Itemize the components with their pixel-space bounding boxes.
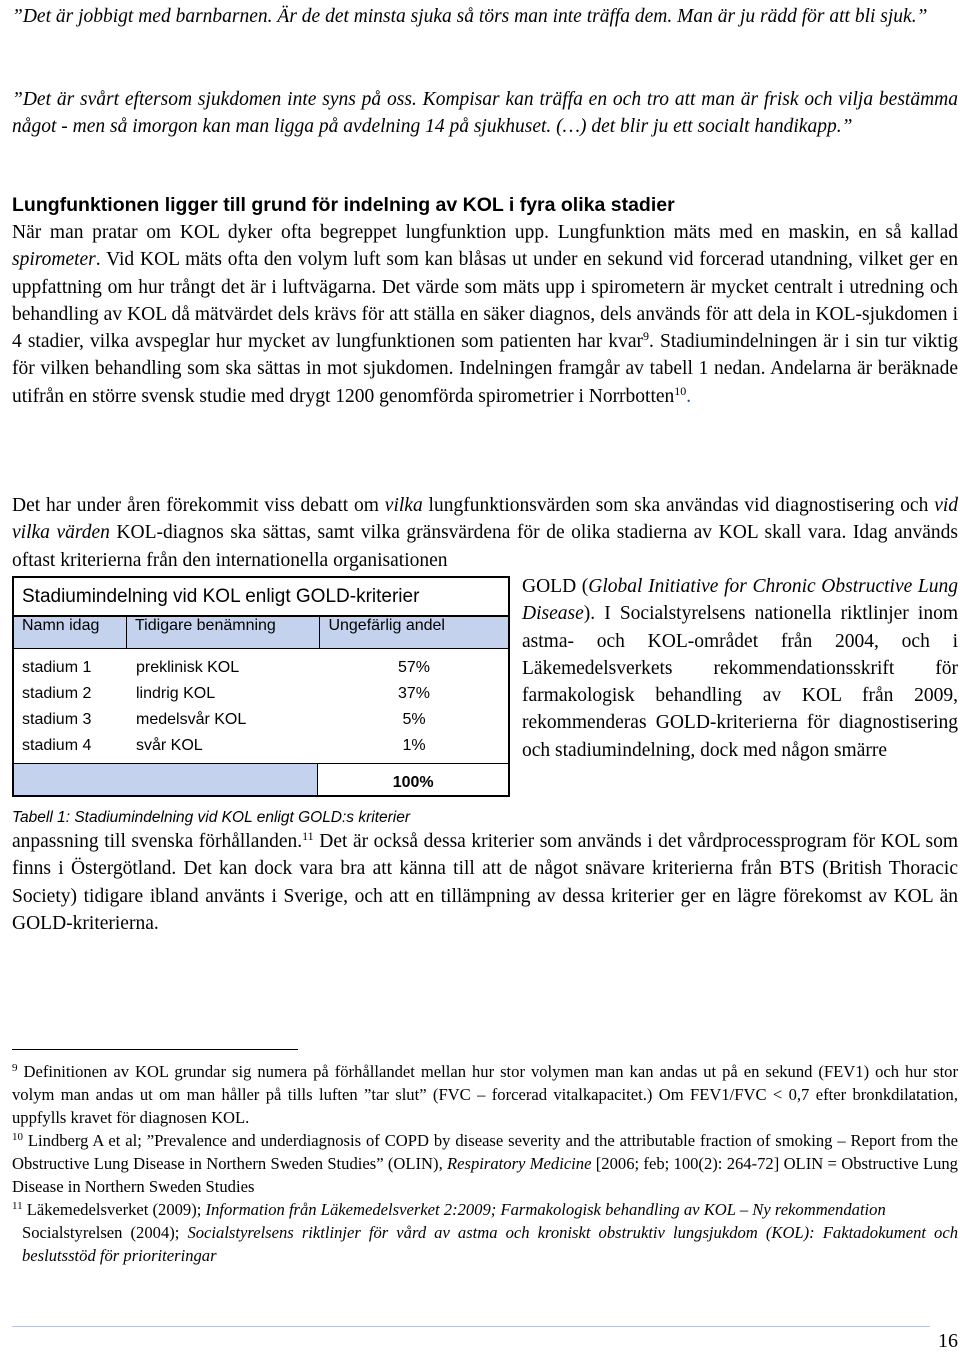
emphasis-vid-vilka-varden: vid vilka värden xyxy=(12,495,959,544)
header-tidigare-benamning: Tidigare benämning xyxy=(127,617,320,648)
text-run: KOL-diagnos ska sättas, samt vilka gränsvärdena för de olika stadierna av KOL skall vara. Idag används oftast kriterierna från den internationella organisationen xyxy=(12,522,958,571)
footnote-text: Definitionen av KOL grundar sig numera på förhållandet mellan hur stor volymen man kan andas ut på en sekund (FEV1) och hur stor volym man andas ut om man håller på tills luften ”tar slut” (FVC – forcerad vitalkapacitet.) Om FEV1/FVC < 0,7 efter bronkdilatation, uppfylls kravet för diagnosen KOL. xyxy=(12,1062,958,1127)
cell-share: 5% xyxy=(402,711,426,728)
cell-share: 1% xyxy=(402,737,426,754)
cell-stage: stadium 1 xyxy=(22,659,92,676)
emphasis-vilka: vilka xyxy=(384,495,423,516)
gold-stage-table xyxy=(12,576,510,827)
text-run: lungfunktionsvärden som ska användas vid diagnostisering och xyxy=(422,495,935,516)
page-bottom-rule xyxy=(12,1326,930,1327)
paragraph-gold xyxy=(522,573,958,764)
text-run: . Vid KOL mäts ofta den volym luft som kan blåsas ut under en sekund vid forcerad utandning, vilket ger en uppfattning om hur trångt det är i luftvägarna. Det värde som mäts upp i spirometern är mycket centralt i utredning och behandling av KOL då mätvärdet dels krävs för att ställa en säker diagnos, dels används för att dela in KOL-sjukdomen i 4 stadier, vilka avspeglar hur mycket av lungfunktionen som patienten har kvar xyxy=(12,249,958,353)
table-title: Stadiumindelning vid KOL enligt GOLD-kriterier xyxy=(14,578,508,617)
paragraph-adaptation xyxy=(12,828,958,937)
footnote-9 xyxy=(12,1060,958,1129)
cell-share: 57% xyxy=(397,659,431,676)
total-blank-cell xyxy=(14,764,318,795)
footnote-ref-10[interactable]: 10 xyxy=(674,383,687,398)
text-run: . xyxy=(686,385,692,407)
footnote-ref-9[interactable]: 9 xyxy=(643,329,650,344)
table-caption: Tabell 1: Stadiumindelning vid KOL enligt GOLD:s kriterier xyxy=(12,809,411,826)
text-run: anpassning till svenska förhållanden. xyxy=(12,831,303,852)
cell-former-name: medelsvår KOL xyxy=(136,711,247,728)
table-frame xyxy=(12,576,510,797)
table-row xyxy=(14,733,508,759)
table-row xyxy=(14,655,508,681)
section-heading: Lungfunktionen ligger till grund för indelning av KOL i fyra olika stadier xyxy=(12,194,675,216)
cell-former-name: svår KOL xyxy=(136,737,203,754)
table-row xyxy=(14,681,508,707)
text-run: Det har under åren förekommit viss debatt om xyxy=(12,495,385,516)
header-namn-idag: Namn idag xyxy=(14,617,127,648)
text-run: . Stadiumindelningen är i sin tur viktig för vilken behandling som ska sättas in mot sjukdomen. Indelningen framgår av tabell 1 nedan. Andelarna är beräknade utifrån en större svensk studie med drygt 1200 genomförda spirometrier i Norrbotten xyxy=(12,331,958,407)
footnote-text: [2006; feb; 100(2): 264-72] OLIN = Obstructive Lung Disease in Northern Sweden Studies xyxy=(12,1154,958,1196)
patient-quote-2: ”Det är svårt eftersom sjukdomen inte syns på oss. Kompisar kan träffa en och tro att man är frisk och vilja bestämma något - men så imorgon kan man ligga på avdelning 14 på sjukhuset. (…) det blir ju ett socialt handikapp.” xyxy=(12,89,958,138)
paragraph-debate xyxy=(12,492,958,574)
cell-former-name: preklinisk KOL xyxy=(136,659,240,676)
page-number: 16 xyxy=(938,1330,958,1352)
footnote-number: 11 xyxy=(12,1200,23,1212)
footnote-10 xyxy=(12,1129,958,1198)
text-run: GOLD ( xyxy=(522,576,589,597)
table-body xyxy=(14,649,508,763)
cell-stage: stadium 4 xyxy=(22,737,92,754)
footnote-text: Lindberg A et al; ”Prevalence and underdiagnosis of COPD by disease severity and the attributable fraction of smoking – Report from the Obstructive Lung Disease in Northern Sweden Studies” (OLIN), xyxy=(12,1131,958,1173)
footnote-11 xyxy=(12,1198,958,1221)
table-row xyxy=(14,707,508,733)
paragraph-lungfunction xyxy=(12,219,958,410)
text-run: ). I Socialstyrelsens nationella riktlinjer inom astma- och KOL-området från 2004, och i Läkemedelsverkets rekommendationsskrift för farmakologisk behandling av KOL från 2009, rekommenderas GOLD-kriterierna för diagnostisering och stadiumindelning, dock med någon smärre xyxy=(522,603,958,761)
total-value: 100% xyxy=(392,774,434,791)
footnote-socialstyrelsen xyxy=(12,1221,958,1267)
emphasis-spirometer: spirometer xyxy=(12,249,96,271)
cell-stage: stadium 3 xyxy=(22,711,92,728)
footnote-journal: Respiratory Medicine xyxy=(447,1154,592,1173)
footnote-text: Socialstyrelsen (2004); xyxy=(22,1223,188,1242)
text-run: När man pratar om KOL dyker ofta begreppet lungfunktion upp. Lungfunktion mäts med en maskin, en så kallad xyxy=(12,222,958,243)
header-ungefarlig-andel: Ungefärlig andel xyxy=(328,617,445,634)
footnote-title: Information från Läkemedelsverket 2:2009; Farmakologisk behandling av KOL – Ny rekommendation xyxy=(205,1200,886,1219)
table-header-row xyxy=(14,617,508,649)
footnote-text: Läkemedelsverket (2009); xyxy=(22,1200,206,1219)
footnote-number: 9 xyxy=(12,1062,18,1074)
table-total-row xyxy=(14,763,508,795)
patient-quote-1: ”Det är jobbigt med barnbarnen. Är de det minsta sjuka så törs man inte träffa dem. Man är ju rädd för att bli sjuk.” xyxy=(12,6,928,27)
cell-stage: stadium 2 xyxy=(22,685,92,702)
cell-share: 37% xyxy=(397,685,431,702)
footnote-ref-11[interactable]: 11 xyxy=(302,829,314,843)
cell-former-name: lindrig KOL xyxy=(136,685,216,702)
footnote-number: 10 xyxy=(12,1131,23,1143)
footnote-separator xyxy=(12,1049,298,1050)
emphasis-gold-name: Global Initiative for Chronic Obstructive Lung Disease xyxy=(522,576,958,625)
text-run: Det är också dessa kriterier som används i det vårdprocessprogram för KOL som finns i Östergötland. Det kan dock vara bra att känna till att de något snävare kriterierna från BTS (British Thoracic Society) tidigare ibland använts i Sverige, och att en tillämpning av dessa kriterier ger en lägre förekomst av KOL än GOLD-kriterierna. xyxy=(12,831,958,934)
footnote-title: Socialstyrelsens riktlinjer för vård av astma och kroniskt obstruktiv lungsjukdom (KOL): Faktadokument och beslutsstöd för prioriteringar xyxy=(22,1223,959,1265)
footnotes xyxy=(12,1060,958,1267)
